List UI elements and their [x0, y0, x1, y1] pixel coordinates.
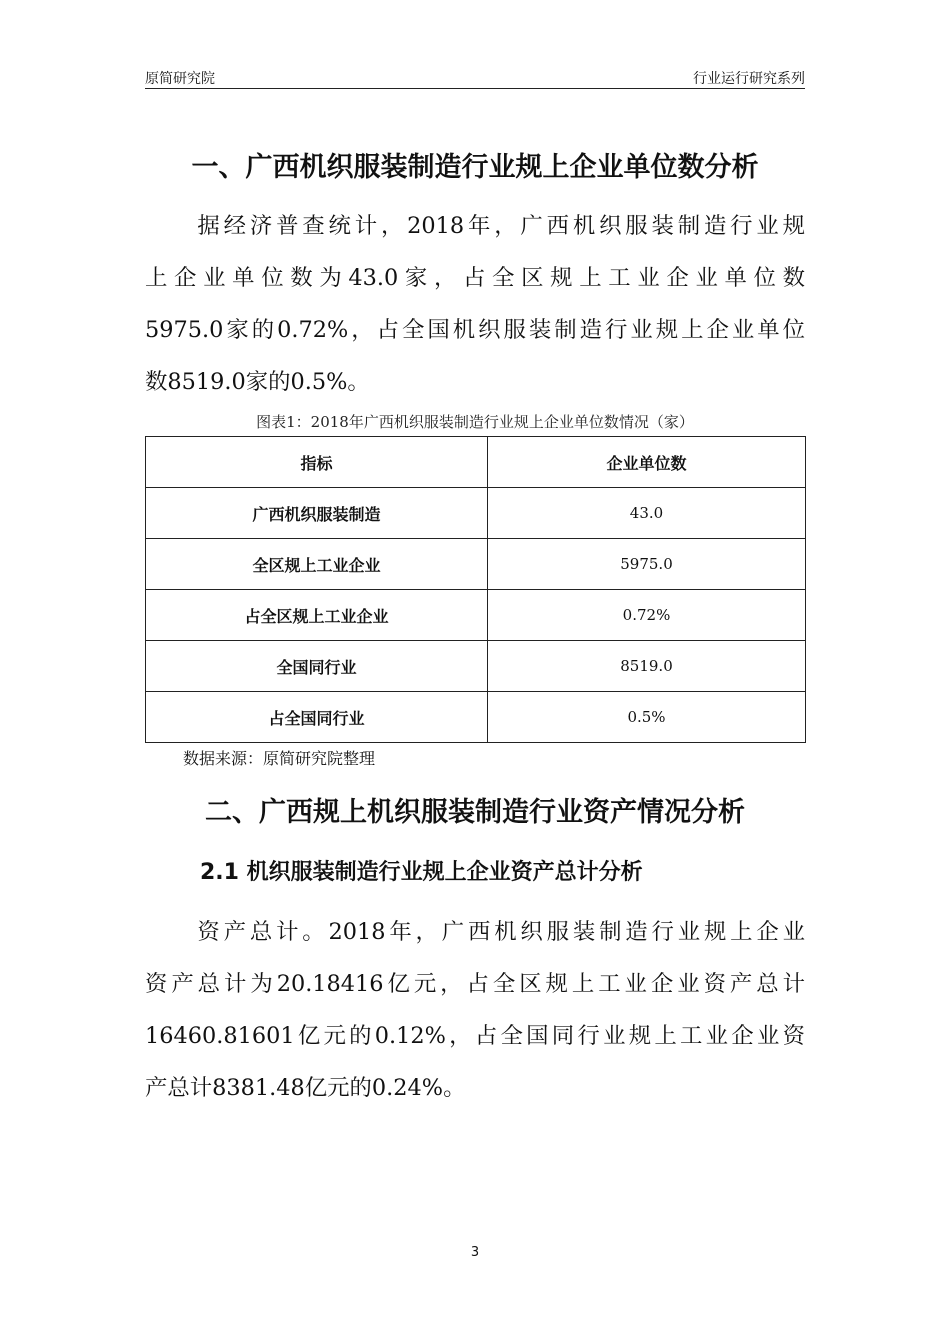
paragraph-line: 资产总计。2018年，广西机织服装制造行业规上企业 [145, 919, 805, 945]
paragraph-line: 据经济普查统计，2018年，广西机织服装制造行业规 [145, 213, 805, 239]
section2-title: 二、广西规上机织服装制造行业资产情况分析 [205, 797, 745, 828]
row-value: 0.72% [488, 590, 806, 641]
table-row [146, 539, 806, 590]
paragraph-line: 数8519.0家的0.5%。 [145, 369, 370, 395]
table-row [146, 692, 806, 743]
table-source-note: 数据来源：原简研究院整理 [183, 749, 376, 768]
row-value: 8519.0 [488, 641, 806, 692]
paragraph-line: 资产总计为20.18416亿元，占全区规上工业企业资产总计 [145, 971, 805, 997]
header-rule [145, 88, 805, 89]
header-left-text: 原简研究院 [145, 71, 215, 87]
row-label: 占全国同行业 [146, 692, 488, 743]
column-header: 企业单位数 [488, 437, 806, 488]
row-label: 广西机织服装制造 [146, 488, 488, 539]
section1-paragraph [145, 200, 805, 408]
paragraph-line: 产总计8381.48亿元的0.24%。 [145, 1075, 466, 1101]
header-right-text: 行业运行研究系列 [693, 71, 805, 87]
table-row [146, 590, 806, 641]
table-header-row [146, 437, 806, 488]
row-value: 5975.0 [488, 539, 806, 590]
table-caption: 图表1：2018年广西机织服装制造行业规上企业单位数情况（家） [256, 413, 694, 431]
row-label: 全区规上工业企业 [146, 539, 488, 590]
row-value: 43.0 [488, 488, 806, 539]
row-label: 全国同行业 [146, 641, 488, 692]
row-value: 0.5% [488, 692, 806, 743]
section2-subtitle: 2.1 机织服装制造行业规上企业资产总计分析 [200, 860, 643, 885]
paragraph-line: 上企业单位数为43.0家，占全区规上工业企业单位数 [145, 265, 805, 291]
table-row [146, 641, 806, 692]
section2-paragraph [145, 906, 805, 1114]
page-header [145, 62, 805, 90]
paragraph-line: 5975.0家的0.72%，占全国机织服装制造行业规上企业单位 [145, 317, 805, 343]
data-table [145, 436, 806, 743]
table-row [146, 488, 806, 539]
section1-title: 一、广西机织服装制造行业规上企业单位数分析 [191, 152, 759, 183]
row-label: 占全区规上工业企业 [146, 590, 488, 641]
column-header: 指标 [146, 437, 488, 488]
page-number: 3 [470, 1245, 480, 1260]
paragraph-line: 16460.81601亿元的0.12%，占全国同行业规上工业企业资 [145, 1023, 805, 1049]
